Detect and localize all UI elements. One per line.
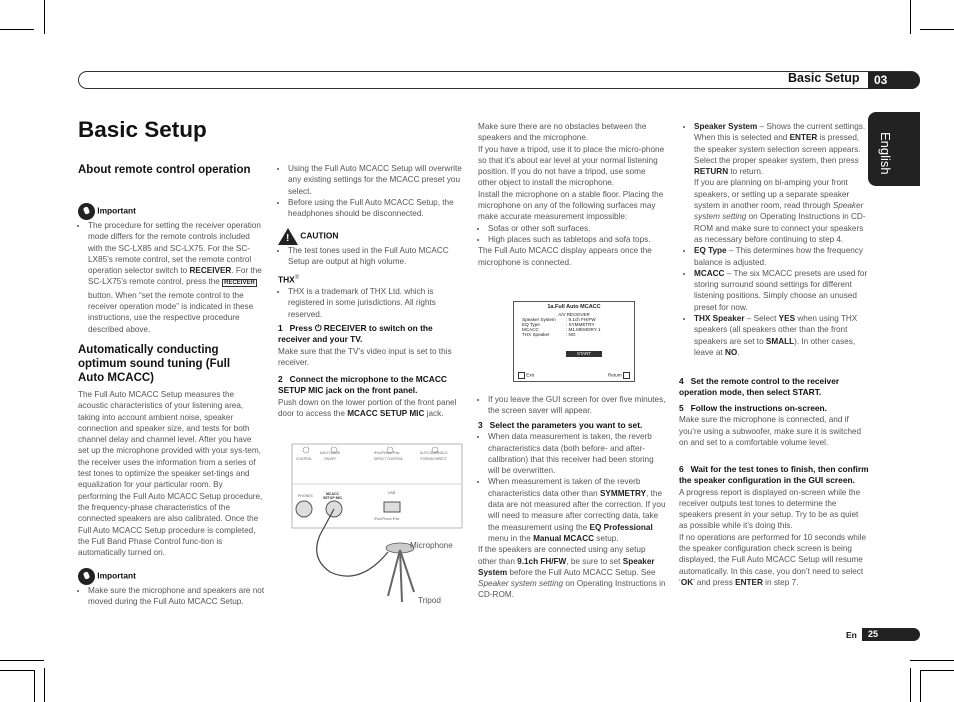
caution-text: • The test tones used in the Full Auto MCACC Setup are output at high volume. bbox=[288, 245, 464, 268]
step-1: 1 Press ⏻ RECEIVER to switch on the receiver and your TV. Make sure that the TV’s video input is set to this receiver. bbox=[278, 323, 452, 367]
parameters-list bbox=[684, 121, 868, 358]
usb-label: USB bbox=[388, 491, 396, 495]
gui-screen bbox=[513, 301, 635, 382]
list-item: • EQ Type – This determines how the frequency balance is adjusted. bbox=[694, 245, 868, 268]
list-item: • High places such as tabletops and sofa tops. bbox=[488, 234, 666, 245]
list-item: • THX Speaker – Select YES when using THX speakers (all speakers other than the front speakers are set to SMALL). In other cases, leave at NO. bbox=[694, 313, 868, 358]
return-icon bbox=[623, 372, 630, 379]
gui-start-button[interactable]: START bbox=[566, 351, 602, 357]
page-number: 25 bbox=[862, 628, 920, 641]
language-tab-label: English bbox=[878, 132, 893, 175]
usb-port-icon bbox=[384, 502, 400, 512]
footer-language: En bbox=[846, 630, 857, 640]
control-knob-icon bbox=[303, 447, 309, 453]
mcacc-label: MCACC bbox=[326, 492, 340, 496]
important-icon bbox=[78, 203, 95, 220]
remote-heading: About remote control operation bbox=[78, 164, 251, 176]
panel-label-ipod: iPod iPhone iPad bbox=[374, 451, 400, 455]
list-item: • Before using the Full Auto MCACC Setup, the headphones should be disconnected. bbox=[288, 197, 464, 220]
panel-label-direct-control: DIRECT CONTROL bbox=[374, 457, 404, 461]
chapter-number: 03 bbox=[868, 72, 920, 89]
phones-label: PHONES bbox=[298, 494, 313, 498]
step-4: 4 Set the remote control to the receiver operation mode, then select START. bbox=[679, 376, 840, 398]
setup-mic-label: SETUP MIC bbox=[323, 496, 342, 500]
gui-row-value: : NO bbox=[566, 332, 576, 337]
gui-row-value: : M1.MEMORY 1 bbox=[566, 327, 601, 332]
gui-subtitle: A/V RECEIVER bbox=[558, 312, 590, 317]
important-label: Important bbox=[97, 570, 136, 581]
important-label: Important bbox=[97, 205, 136, 216]
gui-exit[interactable]: Exit bbox=[518, 372, 534, 379]
panel-label-multizone: MULTI-ZONE bbox=[320, 451, 340, 455]
caution-box bbox=[278, 228, 464, 268]
phones-jack-icon bbox=[296, 501, 312, 517]
preconditions-list bbox=[278, 163, 464, 219]
tripod-caption: Tripod bbox=[418, 596, 441, 605]
receiver-button-icon: RECEIVER bbox=[224, 280, 255, 287]
step-2: 2 Connect the microphone to the MCACC SETUP MIC jack on the front panel. Push down on the lower portion of the front panel door to access the MCACC SETUP MIC jack. bbox=[278, 374, 457, 418]
panel-label-onoff: ON/OFF bbox=[324, 457, 337, 461]
step-5: 5 Follow the instructions on-screen. Make sure the microphone is connected, and if you’re using a subwoofer, make sure it is switched on and set to a comfortable volume level. bbox=[679, 403, 862, 447]
mic-connection-figure bbox=[290, 440, 470, 610]
step-6: 6 Wait for the test tones to finish, then confirm the speaker configuration in the GUI screen. A progress report is displayed on-screen while the receiver outputs test tones to determine the speakers present in your setup. Try to be as quiet as possible while it’s doing this. If no operations are performed for 10 seconds while the speaker configuration check screen is being displayed, the Full Auto MCACC Setup will resume automatically. In this case, you don’t need to select ‘OK’ and press ENTER in step 7. bbox=[679, 464, 869, 587]
gui-row-label: Speaker System bbox=[522, 317, 556, 322]
step-3: 3 Select the parameters you want to set. • When data measurement is taken, the reverb characteristics data (both before- and after-calibration) that this receiver had been storing will be overwritten. • When measurement is taken of the reverb characteristics data other than SYMMETRY, the data are not measured after the correction. If you will need to measure after correcting data, take the measurement using the EQ Professional menu in the Manual MCACC setup. If the speakers are connected using any setup other than 9.1ch FH/FW, be sure to set Speaker System before the Full Auto MCACC Setup. See Speaker system setting on Operating Instructions in CD-ROM. bbox=[478, 420, 666, 601]
list-item: • Speaker System – Shows the current settings. When this is selected and ENTER is pressed, the speaker system selection screen appears. Select the proper speaker system, then press RETURN to return. If you are planning on bi-amping your front speakers, or setting up a separate speaker system in another room, read through Speaker system setting on Operating Instructions in CD-ROM and make sure to connect your speakers as necessary before continuing to step 4. bbox=[694, 121, 868, 245]
list-item: • If you leave the GUI screen for over five minutes, the screen saver will appear. bbox=[488, 394, 666, 417]
thx-text: • THX is a trademark of THX Ltd. which is registered in some jurisdictions. All rights reserved. bbox=[288, 286, 464, 320]
caution-label: CAUTION bbox=[300, 230, 339, 241]
important-box-2 bbox=[78, 568, 266, 608]
important-text-2: • Make sure the microphone and speakers are not moved during the Full Auto MCACC Setup. bbox=[88, 585, 266, 608]
list-item: • When data measurement is taken, the reverb characteristics data (both before- and after-calibration) that this receiver had been storing will be overwritten. bbox=[488, 431, 666, 476]
gui-row-label: EQ Type bbox=[522, 322, 540, 327]
microphone-caption: Microphone bbox=[410, 541, 453, 550]
mcacc-body: The Full Auto MCACC Setup measures the acoustic characteristics of your listening area, taking into account ambient noise, speaker connection and speaker size, and tests for both channel delay and channel level. After you have set up the microphone provided with your sys-tem, the receiver uses the information from a series of test tones to optimize the speaker set-tings and equalization for your particular room. By performing the Full Auto MCACC Setup procedure, the frequency-phase characteristics of the connected speakers are also calibrated. Once the Full Auto MCACC Setup procedure is completed, the Full Band Phase Control func-tion is automatically turned on. bbox=[78, 390, 263, 558]
usb-ipod-label: iPod iPhone iPad bbox=[374, 517, 400, 521]
panel-label-control: CONTROL bbox=[296, 457, 313, 461]
power-icon: ⏻ bbox=[314, 323, 322, 333]
important-text-1: • The procedure for setting the receiver operation mode differs for the remote controls included with the SC-LX85 and SC-LX75. For the SC-LX85’s remote control, set the remote control operation selector switch to RECEIVER. For the SC-LX75’s remote control, press the RECEIVER button. When “set the remote control to the receiver operation mode” is indicated in these instructions, use the respective procedure described above. bbox=[88, 220, 266, 335]
mcacc-heading: Automatically conducting optimum sound tuning (Full Auto MCACC) bbox=[78, 344, 231, 384]
gui-row-value: : 9.1ch FH/FW bbox=[566, 317, 596, 322]
page-title: Basic Setup bbox=[78, 117, 207, 142]
caution-icon: ! bbox=[278, 228, 298, 245]
list-item: • Sofas or other soft surfaces. bbox=[488, 223, 666, 234]
gui-return[interactable]: Return bbox=[608, 372, 630, 379]
list-item: • MCACC – The six MCACC presets are used for storing surround sound settings for different listening positions. Simply choose an unused preset for now. bbox=[694, 268, 868, 313]
important-icon bbox=[78, 568, 95, 585]
gui-row-label: MCACC bbox=[522, 327, 539, 332]
exit-icon bbox=[518, 372, 525, 379]
tripod-leg-icon bbox=[388, 550, 400, 596]
gui-row-label: THX Speaker bbox=[522, 332, 550, 337]
list-item: • When measurement is taken of the reverb characteristics data other than SYMMETRY, the data are not measured after the correction. If you will need to measure after correcting data, take the measurement using the EQ Professional menu in the Manual MCACC setup. bbox=[488, 476, 666, 544]
gui-row-value: : SYMMETRY bbox=[566, 322, 595, 327]
thx-note: THX® • THX is a trademark of THX Ltd. which is registered in some jurisdictions. All rights reserved. bbox=[278, 273, 464, 320]
list-item: • Using the Full Auto MCACC Setup will overwrite any existing settings for the MCACC preset you select. bbox=[288, 163, 464, 197]
gui-title: 1a.Full Auto MCACC bbox=[547, 304, 601, 310]
panel-label-stream-direct: STREAM DIRECT bbox=[420, 457, 447, 461]
language-tab bbox=[868, 112, 920, 186]
gui-note bbox=[478, 394, 666, 417]
important-box-1 bbox=[78, 203, 266, 335]
header-section-title: Basic Setup bbox=[788, 71, 860, 85]
col3-intro: Make sure there are no obstacles between the speakers and the microphone. If you have a tripod, use it to place the micro-phone so that it’s about ear level at your normal listening position. If you do not have a tripod, use some other object to install the microphone. Install the microphone on a stable floor. Placing the microphone on any of the following surfaces may make accurate measurement impossible: • Sofas or other soft surfaces. • High places such as tabletops and sofa tops. The Full Auto MCACC display appears once the microphone is connected. bbox=[478, 121, 666, 268]
panel-label-auto-surr: AUTO SURR/ALC/ bbox=[420, 451, 448, 455]
